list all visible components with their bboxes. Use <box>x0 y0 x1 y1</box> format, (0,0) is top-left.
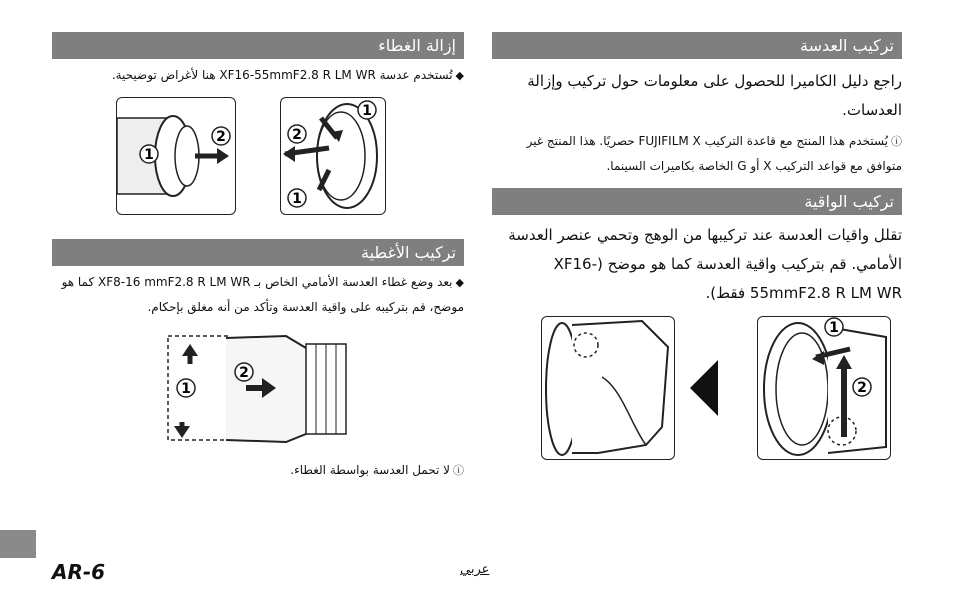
cap-removal-tip <box>52 63 464 88</box>
marker-2: 2 <box>857 380 867 396</box>
marker-1: 1 <box>292 191 302 207</box>
page-number: AR-6 <box>52 560 106 584</box>
section-title-lens-mount: تركيب العدسة <box>492 32 902 59</box>
marker-2: 2 <box>292 127 302 143</box>
cap-removal-tip-text: تُستخدم عدسة XF16-55mmF2.8 R LM WR هنا لأغراض توضيحية. <box>111 68 453 82</box>
marker-2: 2 <box>216 129 226 145</box>
tag-icon: ◆ <box>455 69 464 82</box>
lens-mount-body: راجع دليل الكاميرا للحصول على معلومات حول تركيب وإزالة العدسات. <box>527 72 902 119</box>
section-title-cap-removal: إزالة الغطاء <box>52 32 464 59</box>
marker-1: 1 <box>181 381 191 397</box>
tag-icon: ◆ <box>455 276 464 289</box>
exclamation-circle-icon: ⓘ <box>453 464 464 477</box>
hood-attached-figure <box>541 316 675 460</box>
section-title-hood-mount: تركيب الواقية <box>492 188 902 215</box>
marker-1: 1 <box>362 103 372 119</box>
cover-mount-note-text: لا تحمل العدسة بواسطة الغطاء. <box>290 463 450 477</box>
front-cap-figure <box>166 334 350 444</box>
footer-language: عربي <box>460 562 490 577</box>
marker-1: 1 <box>144 147 154 163</box>
section-title-cover-mount: تركيب الأغطية <box>52 239 464 266</box>
cover-mount-section <box>52 239 464 319</box>
side-tab <box>0 530 36 558</box>
exclamation-circle-icon: ⓘ <box>891 135 902 148</box>
cover-mount-tip-text: بعد وضع غطاء العدسة الأمامي الخاص بـ XF8-16 mmF2.8 R LM WR كما هو موضح، قم بتركيبه على واقية العدسة وتأكد من أنه مغلق بإحكام. <box>61 275 464 314</box>
cap-release-figure <box>280 97 386 215</box>
hood-mount-body: تقلل واقيات العدسة عند تركيبها من الوهج وتحمي عنصر العدسة الأمامي. قم بتركيب واقية العدسة كما هو موضح (XF16-55mmF2.8 R LM WR فقط). <box>508 226 902 302</box>
cover-mount-tip <box>52 270 464 319</box>
arrow-left-icon <box>690 360 720 416</box>
cover-mount-note <box>52 458 464 483</box>
right-column <box>492 32 902 308</box>
hood-attach-figure <box>757 316 891 460</box>
lens-mount-note-text: يُستخدم هذا المنتج مع قاعدة التركيب FUJIFILM X حصريًا. هذا المنتج غير متوافق مع قواعد التركيب X أو G الخاصة بكاميرات السينما. <box>526 134 902 173</box>
left-column <box>52 32 464 88</box>
rear-cap-figure <box>116 97 236 215</box>
lens-mount-note <box>492 129 902 178</box>
marker-2: 2 <box>239 365 249 381</box>
marker-1: 1 <box>829 320 839 336</box>
